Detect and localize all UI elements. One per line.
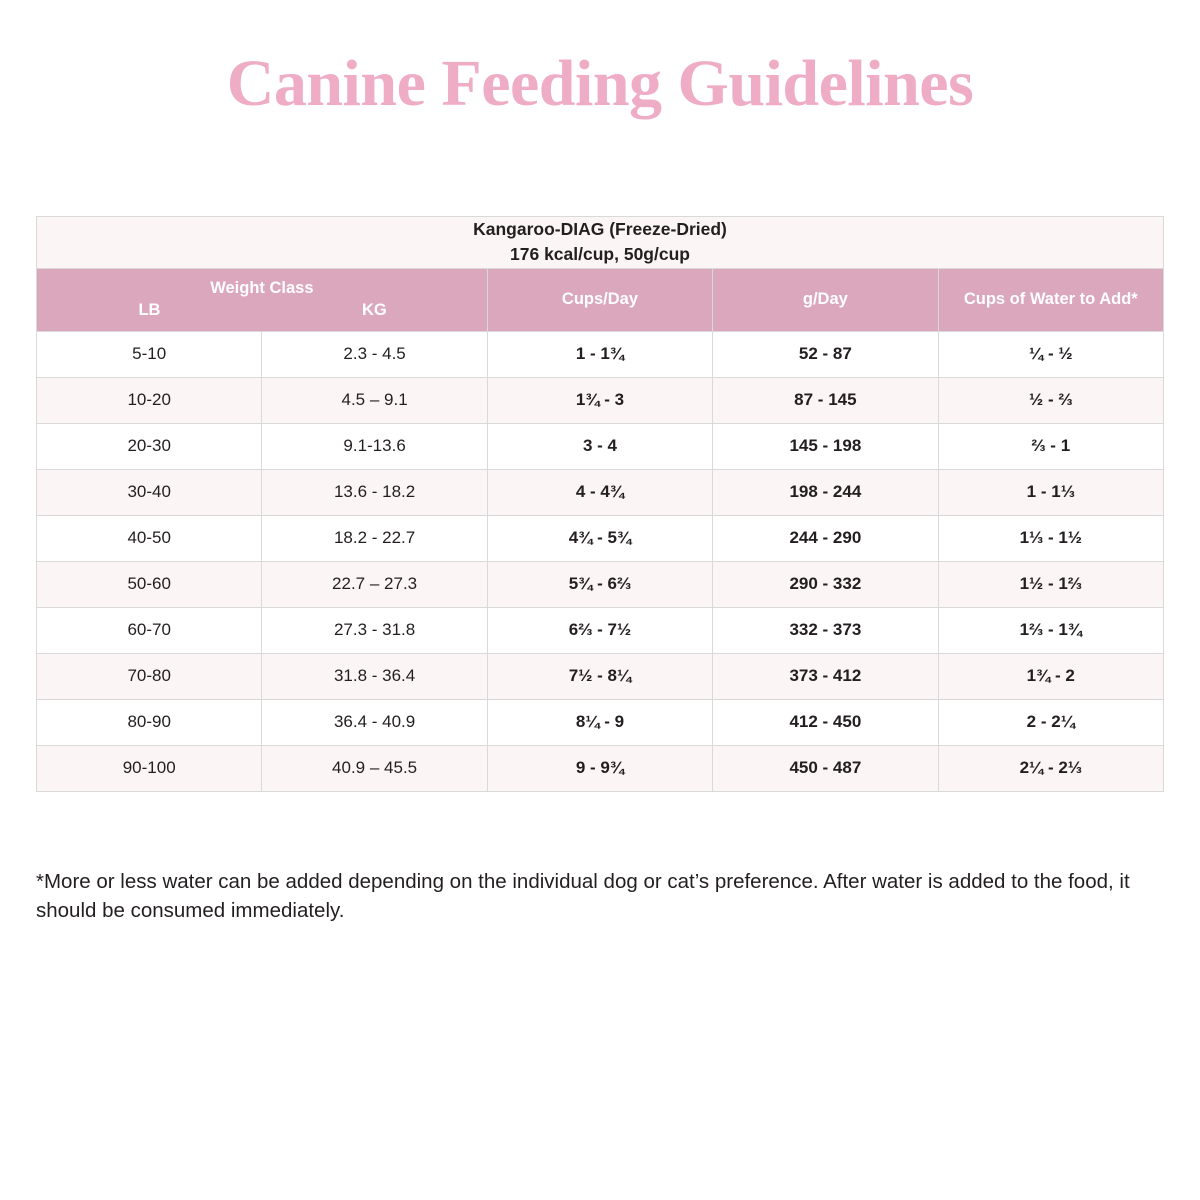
cell-kg: 40.9 – 45.5 [262,745,487,791]
cell-lb: 10-20 [37,377,262,423]
product-header-row [37,217,1164,269]
table-body [37,331,1164,791]
product-detail: 176 kcal/cup, 50g/cup [510,244,690,265]
cell-kg: 2.3 - 4.5 [262,331,487,377]
cell-grams: 52 - 87 [713,331,938,377]
page-title: Canine Feeding Guidelines [226,47,974,120]
cell-water: 1 - 1⅓ [938,469,1163,515]
cell-lb: 5-10 [37,331,262,377]
table-row [37,561,1164,607]
table-row [37,515,1164,561]
cell-cups: 1¾ - 3 [487,377,712,423]
cell-cups: 7½ - 8¼ [487,653,712,699]
product-header-cell [37,217,1164,269]
cell-water: 2 - 2¼ [938,699,1163,745]
table-row [37,607,1164,653]
cell-lb: 30-40 [37,469,262,515]
cell-grams: 373 - 412 [713,653,938,699]
cell-water: 1⅓ - 1½ [938,515,1163,561]
cell-kg: 31.8 - 36.4 [262,653,487,699]
cell-water: 2¼ - 2⅓ [938,745,1163,791]
cell-grams: 332 - 373 [713,607,938,653]
table-row [37,653,1164,699]
cell-water: 1½ - 1⅔ [938,561,1163,607]
cell-water: 1¾ - 2 [938,653,1163,699]
cell-grams: 198 - 244 [713,469,938,515]
cups-of-water-header: Cups of Water to Add* [938,268,1163,331]
cell-water: ⅔ - 1 [938,423,1163,469]
cell-cups: 9 - 9¾ [487,745,712,791]
feeding-table [36,216,1164,792]
cell-grams: 412 - 450 [713,699,938,745]
table-row [37,331,1164,377]
weight-class-kg-label: KG [361,301,387,320]
cell-kg: 13.6 - 18.2 [262,469,487,515]
cell-grams: 145 - 198 [713,423,938,469]
table-row [37,377,1164,423]
product-name: Kangaroo-DIAG (Freeze-Dried) [473,219,727,239]
cell-water: ½ - ⅔ [938,377,1163,423]
cell-cups: 6⅔ - 7½ [487,607,712,653]
cell-lb: 40-50 [37,515,262,561]
cell-cups: 3 - 4 [487,423,712,469]
grams-per-day-header: g/Day [713,268,938,331]
table-header [37,217,1164,332]
cell-kg: 4.5 – 9.1 [262,377,487,423]
table-row [37,469,1164,515]
cell-cups: 1 - 1¾ [487,331,712,377]
cell-lb: 70-80 [37,653,262,699]
cell-water: 1⅔ - 1¾ [938,607,1163,653]
weight-class-lb-label: LB [138,301,161,320]
table-row [37,699,1164,745]
cell-kg: 18.2 - 22.7 [262,515,487,561]
cell-lb: 80-90 [37,699,262,745]
cell-lb: 50-60 [37,561,262,607]
cell-water: ¼ - ½ [938,331,1163,377]
cell-lb: 60-70 [37,607,262,653]
cell-lb: 20-30 [37,423,262,469]
column-header-row [37,268,1164,331]
weight-class-header-cell [37,268,488,331]
cell-cups: 8¼ - 9 [487,699,712,745]
cups-per-day-header: Cups/Day [487,268,712,331]
cell-grams: 244 - 290 [713,515,938,561]
cell-kg: 22.7 – 27.3 [262,561,487,607]
cell-cups: 5¾ - 6⅔ [487,561,712,607]
cell-grams: 87 - 145 [713,377,938,423]
weight-class-units [37,300,487,329]
cell-cups: 4 - 4¾ [487,469,712,515]
cell-kg: 36.4 - 40.9 [262,699,487,745]
cell-lb: 90-100 [37,745,262,791]
water-footnote: *More or less water can be added depending on the individual dog or cat’s preference. After water is added to the food, it should be consumed immediately. [36,869,1130,923]
cell-grams: 450 - 487 [713,745,938,791]
cell-kg: 9.1-13.6 [262,423,487,469]
feeding-table-container [36,216,1164,792]
cell-cups: 4¾ - 5¾ [487,515,712,561]
cell-kg: 27.3 - 31.8 [262,607,487,653]
table-row [37,745,1164,791]
cell-grams: 290 - 332 [713,561,938,607]
table-row [37,423,1164,469]
weight-class-label: Weight Class [37,270,487,300]
